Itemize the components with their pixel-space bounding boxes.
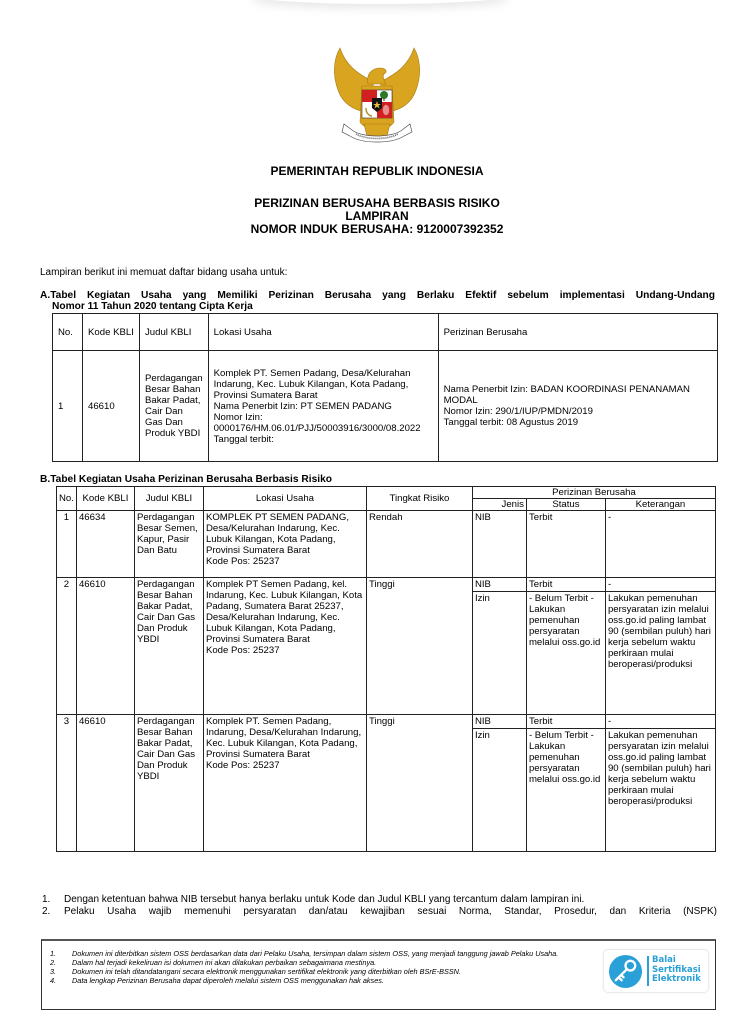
col-header-kode: Kode KBLI	[76, 487, 134, 511]
cell-lokasi	[203, 578, 366, 715]
cell-status: Terbit	[526, 715, 605, 729]
col-header-lokasi: Lokasi Usaha	[203, 487, 366, 511]
col-header-judul: Judul KBLI	[134, 487, 203, 511]
footer-text: Dokumen ini diterbitkan sistem OSS berdasarkan data dari Pelaku Usaha, tersimpan dalam sistem OSS, yang menjadi tanggung jawab Pelaku Usaha.	[72, 949, 559, 958]
footer-list	[50, 949, 560, 985]
note-text: Pelaku Usaha wajib memenuhi persyaratan dan/atau kewajiban sesuai Norma, Standar, Prosedur, dan Kriteria (NSPK)	[64, 905, 717, 917]
cell-jenis: Izin	[472, 592, 526, 715]
footer-text: Data lengkap Perizinan Berusaha dapat diperoleh melalui sistem OSS menggunakan hak akses.	[72, 976, 384, 985]
bsre-divider	[647, 956, 649, 986]
lokasi-kodepos: Kode Pos: 25237	[205, 556, 280, 567]
footer-item	[50, 958, 560, 967]
note-text: Dengan ketentuan bahwa NIB tersebut hanya berlaku untuk Kode dan Judul KBLI yang tercantum dalam lampiran ini.	[64, 894, 585, 905]
col-header-no: No.	[57, 487, 77, 511]
cell-lokasi	[208, 351, 438, 462]
cell-status: - Belum Terbit - Lakukan pemenuhan persyaratan melalui oss.go.id	[526, 729, 605, 852]
table-section-a	[52, 313, 718, 462]
cell-judul: Perdagangan Besar Bahan Bakar Padat, Cair Dan Gas Dan Produk YBDI	[134, 578, 203, 715]
notes-list	[40, 894, 717, 917]
cell-no: 1	[53, 351, 83, 462]
col-header-status: Status	[526, 499, 605, 511]
footer-number: 3.	[50, 967, 57, 976]
perizinan-tanggal: Tanggal terbit: 08 Agustus 2019	[443, 417, 579, 428]
key-icon	[608, 954, 643, 989]
lokasi-address: Komplek PT. Semen Padang, Desa/Kelurahan Indarung, Kec. Lubuk Kilangan, Kota Padang, Provinsi Sumatera Barat	[213, 367, 411, 401]
cell-keterangan: -	[605, 578, 715, 592]
section-a-title: A.Tabel Kegiatan Usaha yang Memiliki Perizinan Berusaha yang Berlaku Efektif sebelum implementasi Undang-Undang	[40, 290, 715, 301]
footer-item	[50, 967, 560, 976]
cell-jenis: NIB	[472, 715, 526, 729]
lokasi-penerbit: Nama Penerbit Izin: PT SEMEN PADANG	[213, 400, 392, 412]
bsre-logo	[604, 950, 708, 992]
cell-kode: 46610	[76, 578, 134, 715]
cell-risiko: Rendah	[366, 511, 472, 578]
note-item	[40, 894, 717, 906]
col-header-perizinan: Perizinan Berusaha	[472, 487, 715, 499]
col-header-jenis: Jenis	[472, 499, 526, 511]
footer-number: 4.	[50, 976, 57, 985]
cell-keterangan: Lakukan pemenuhan persyaratan izin melalui oss.go.id paling lambat 90 (sembilan puluh) hari kerja sebelum waktu perkiraan mulai beroperasi/produksi	[605, 592, 715, 715]
cell-judul: Perdagangan Besar Bahan Bakar Padat, Cair Dan Gas Dan Produk YBDI	[140, 351, 209, 462]
cell-judul: Perdagangan Besar Bahan Bakar Padat, Cair Dan Gas Dan Produk YBDI	[134, 715, 203, 852]
section-a-title-line2: Nomor 11 Tahun 2020 tentang Cipta Kerja	[52, 301, 253, 312]
cell-lokasi	[203, 715, 366, 852]
bsre-logo-text	[652, 956, 701, 985]
footer-text: Dalam hal terjadi kekeliruan isi dokumen ini akan dilakukan perbaikan sebagaimana mestinya.	[72, 958, 377, 967]
cell-keterangan: -	[605, 715, 715, 729]
lokasi-kodepos: Kode Pos: 25237	[205, 645, 280, 656]
cell-no: 3	[57, 715, 77, 852]
lokasi-kodepos: Kode Pos: 25237	[205, 760, 280, 771]
cell-jenis: NIB	[472, 578, 526, 592]
perizinan-penerbit: Nama Penerbit Izin: BADAN KOORDINASI PENANAMAN MODAL	[443, 384, 690, 406]
table-section-b	[56, 486, 716, 852]
cell-kode: 46634	[76, 511, 134, 578]
lokasi-nomor: 0000176/HM.06.01/PJJ/50003916/3000/08.2022	[213, 422, 421, 434]
cell-status: - Belum Terbit - Lakukan pemenuhan persyaratan melalui oss.go.id	[526, 592, 605, 715]
cell-no: 1	[57, 511, 77, 578]
col-header-kode: Kode KBLI	[83, 314, 140, 351]
footer-number: 1.	[50, 949, 57, 958]
cell-jenis: Izin	[472, 729, 526, 852]
nib-number: NOMOR INDUK BERUSAHA: 9120007392352	[250, 222, 504, 236]
table-row	[57, 715, 716, 729]
cell-kode: 46610	[76, 715, 134, 852]
lokasi-address: Komplek PT. Semen Padang, Indarung, Desa/Kelurahan Indarung, Kec. Lubuk Kilangan, Kota Padang, Provinsi Sumatera Barat	[205, 716, 362, 760]
cell-status: Terbit	[526, 511, 605, 578]
cell-risiko: Tinggi	[366, 578, 472, 715]
footer-text: Dokumen ini telah ditandatangani secara elektronik menggunakan sertifikat elektronik yang diterbitkan oleh BSrE-BSSN.	[72, 967, 461, 976]
note-item	[40, 906, 717, 918]
table-header-row	[53, 314, 718, 351]
col-header-risiko: Tingkat Risiko	[366, 487, 472, 511]
cell-keterangan: Lakukan pemenuhan persyaratan izin melalui oss.go.id paling lambat 90 (sembilan puluh) hari kerja sebelum waktu perkiraan mulai beroperasi/produksi	[605, 729, 715, 852]
note-number: 2.	[42, 905, 51, 917]
lokasi-nomor-label: Nomor Izin:	[213, 411, 263, 423]
bsre-line2: Sertifikasi	[652, 964, 701, 975]
bsre-line1: Balai	[652, 955, 676, 965]
note-number: 1.	[42, 894, 51, 905]
document-title: PERIZINAN BERUSAHA BERBASIS RISIKO	[254, 196, 500, 210]
col-header-no: No.	[53, 314, 83, 351]
cell-status: Terbit	[526, 578, 605, 592]
footer-item	[50, 976, 560, 985]
table-row	[53, 351, 718, 462]
col-header-keterangan: Keterangan	[605, 499, 715, 511]
lokasi-address: KOMPLEK PT SEMEN PADANG, Desa/Kelurahan Indarung, Kec. Lubuk Kilangan, Kota Padang, Provinsi Sumatera Barat	[205, 512, 349, 556]
col-header-lokasi: Lokasi Usaha	[208, 314, 438, 351]
lokasi-address: Komplek PT Semen Padang, kel. Indarung, Kec. Lubuk Kilangan, Kota Padang, Sumatera Barat 25237, Desa/Kelurahan Indarung, Kec. Lubuk Kilangan, Kota Padang, Provinsi Sumatera Barat	[205, 579, 363, 645]
page-top-shadow	[250, 0, 510, 4]
footer-number: 2.	[50, 958, 57, 967]
lokasi-tanggal: Tanggal terbit:	[213, 433, 274, 445]
table-header-row	[57, 487, 716, 499]
cell-lokasi	[203, 511, 366, 578]
garuda-emblem-icon	[322, 44, 432, 150]
cell-risiko: Tinggi	[366, 715, 472, 852]
section-b-title: B.Tabel Kegiatan Usaha Perizinan Berusaha Berbasis Risiko	[40, 474, 332, 485]
perizinan-nomor: Nomor Izin: 290/1/IUP/PMDN/2019	[443, 406, 593, 417]
cell-kode: 46610	[83, 351, 140, 462]
cell-no: 2	[57, 578, 77, 715]
col-header-perizinan: Perizinan Berusaha	[438, 314, 717, 351]
cell-perizinan	[438, 351, 717, 462]
intro-text: Lampiran berikut ini memuat daftar bidang usaha untuk:	[40, 267, 288, 278]
cell-judul: Perdagangan Besar Semen, Kapur, Pasir Dan Batu	[134, 511, 203, 578]
cell-keterangan: -	[605, 511, 715, 578]
head	[368, 68, 386, 84]
government-title: PEMERINTAH REPUBLIK INDONESIA	[270, 164, 484, 178]
shield	[362, 90, 392, 118]
col-header-judul: Judul KBLI	[140, 314, 209, 351]
document-subtitle: LAMPIRAN	[345, 209, 409, 223]
footer-item	[50, 949, 560, 958]
table-row	[57, 578, 716, 592]
bsre-line3: Elektronik	[652, 974, 701, 984]
cell-jenis: NIB	[472, 511, 526, 578]
table-row	[57, 511, 716, 578]
